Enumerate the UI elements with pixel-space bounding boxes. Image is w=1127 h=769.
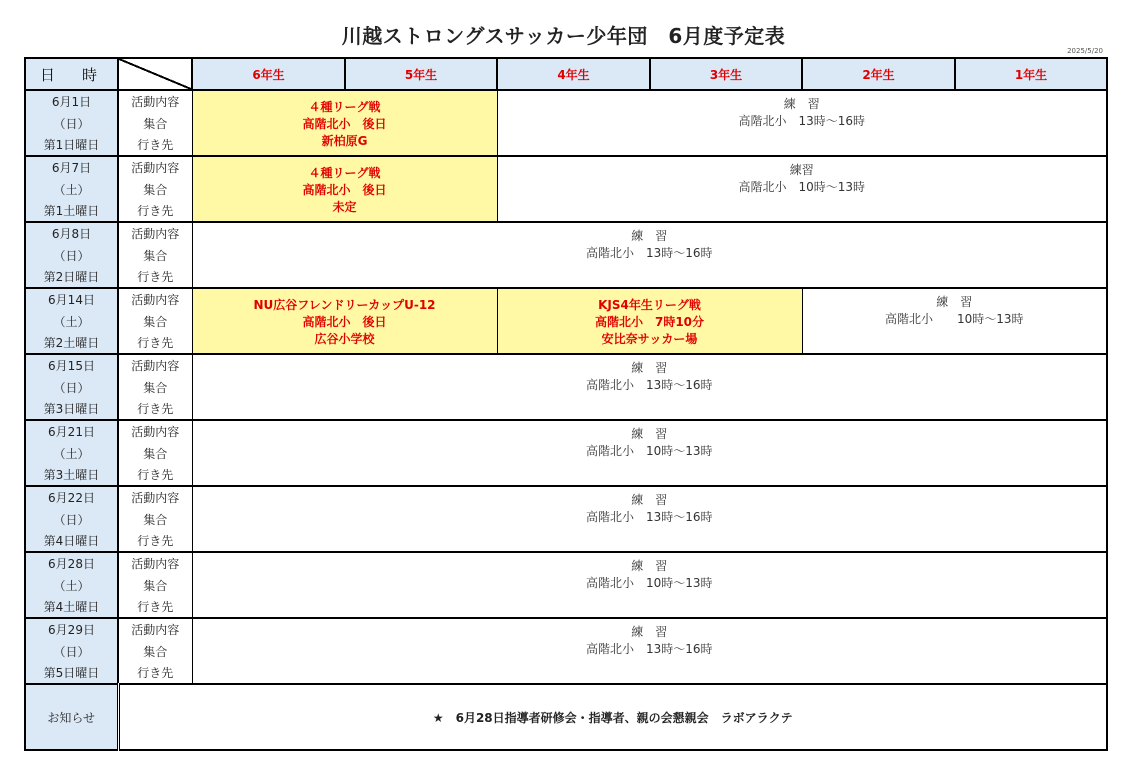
event-venue: 広谷小学校 [314, 331, 375, 346]
practice-cell [497, 156, 1107, 222]
page-title: 川越ストロングスサッカー少年団 6月度予定表 [341, 24, 786, 48]
header-grade-4: 4年生 [497, 58, 650, 90]
practice-title: 練 習 [783, 97, 820, 111]
row-label: 集合 [118, 244, 192, 266]
row-label: 活動内容 [118, 420, 192, 442]
date-cell: 第4日曜日 [25, 530, 118, 552]
date-cell: 6月15日 [25, 354, 118, 376]
header-grade-3: 3年生 [650, 58, 802, 90]
row-label: 活動内容 [118, 288, 192, 310]
schedule-row [25, 156, 1107, 178]
header-grade-2: 2年生 [802, 58, 955, 90]
header-grade-5: 5年生 [345, 58, 497, 90]
practice-time: 高階北小 13時～16時 [585, 246, 713, 260]
row-label: 活動内容 [118, 90, 192, 112]
date-cell: 第5日曜日 [25, 662, 118, 684]
event-title: ４種リーグ戦 [308, 165, 381, 180]
row-label: 活動内容 [118, 552, 192, 574]
date-cell: （日） [25, 508, 118, 530]
event-meeting: 高階北小 後日 [302, 182, 387, 197]
row-label: 集合 [118, 640, 192, 662]
event-meeting: 高階北小 後日 [302, 116, 387, 131]
event-venue: 未定 [332, 199, 357, 214]
notice-label: お知らせ [25, 684, 118, 750]
schedule-row [25, 222, 1107, 244]
date-cell: （日） [25, 376, 118, 398]
schedule-row [25, 618, 1107, 640]
row-label: 活動内容 [118, 486, 192, 508]
practice-time: 高階北小 10時～13時 [585, 576, 713, 590]
date-cell: （日） [25, 112, 118, 134]
row-label: 集合 [118, 442, 192, 464]
practice-title: 練 習 [936, 295, 973, 309]
date-cell: 第1日曜日 [25, 134, 118, 156]
practice-title: 練 習 [631, 559, 668, 573]
row-label: 集合 [118, 112, 192, 134]
header-grade-1: 1年生 [955, 58, 1107, 90]
event-venue: 安比奈サッカー場 [601, 331, 698, 346]
row-label: 行き先 [118, 464, 192, 486]
date-cell: 6月1日 [25, 90, 118, 112]
row-label: 行き先 [118, 134, 192, 156]
row-label: 行き先 [118, 596, 192, 618]
event-venue: 新柏原G [321, 133, 368, 148]
practice-cell [192, 486, 1107, 552]
row-label: 活動内容 [118, 222, 192, 244]
event-meeting: 高階北小 後日 [302, 314, 387, 329]
event-cell [192, 90, 497, 156]
practice-title: 練 習 [631, 229, 668, 243]
event-meeting: 高階北小 7時10分 [594, 314, 705, 329]
schedule-table [24, 57, 1108, 751]
date-cell: （土） [25, 574, 118, 596]
date-cell: 第3日曜日 [25, 398, 118, 420]
practice-time: 高階北小 10時～13時 [884, 312, 1024, 326]
row-label: 行き先 [118, 662, 192, 684]
date-cell: 第2日曜日 [25, 266, 118, 288]
practice-cell [192, 420, 1107, 486]
header-diagonal-cell [118, 58, 192, 90]
event-title: ４種リーグ戦 [308, 99, 381, 114]
date-cell: 第3土曜日 [25, 464, 118, 486]
date-cell: （土） [25, 178, 118, 200]
date-cell: 6月7日 [25, 156, 118, 178]
practice-time: 高階北小 10時～13時 [738, 180, 866, 194]
notice-text: ★ 6月28日指導者研修会・指導者、親の会懇親会 ラボアラクテ [118, 684, 1107, 750]
schedule-row [25, 420, 1107, 442]
practice-title: 練習 [789, 163, 814, 177]
row-label: 活動内容 [118, 354, 192, 376]
event-cell [192, 156, 497, 222]
event-cell [192, 288, 497, 354]
event-cell [497, 288, 802, 354]
practice-title: 練 習 [631, 361, 668, 375]
header-row [25, 58, 1107, 90]
schedule-row [25, 288, 1107, 310]
header-date-cell: 日 時 [25, 58, 118, 90]
practice-cell [192, 354, 1107, 420]
date-cell: 6月14日 [25, 288, 118, 310]
practice-cell [802, 288, 1107, 354]
practice-title: 練 習 [631, 493, 668, 507]
practice-cell [192, 618, 1107, 684]
practice-title: 練 習 [631, 427, 668, 441]
schedule-row [25, 354, 1107, 376]
date-cell: 第1土曜日 [25, 200, 118, 222]
schedule-row [25, 90, 1107, 112]
date-cell: 6月22日 [25, 486, 118, 508]
document-date: 2025/5/20 [1067, 47, 1103, 55]
date-cell: （日） [25, 640, 118, 662]
notice-row [25, 684, 1107, 750]
practice-time: 高階北小 13時～16時 [585, 510, 713, 524]
row-label: 行き先 [118, 332, 192, 354]
row-label: 行き先 [118, 200, 192, 222]
event-title: NU広谷フレンドリーカップU-12 [253, 297, 436, 312]
practice-time: 高階北小 13時～16時 [738, 114, 866, 128]
row-label: 集合 [118, 178, 192, 200]
row-label: 集合 [118, 310, 192, 332]
date-cell: 第2土曜日 [25, 332, 118, 354]
practice-title: 練 習 [631, 625, 668, 639]
schedule-row [25, 486, 1107, 508]
row-label: 集合 [118, 376, 192, 398]
row-label: 行き先 [118, 530, 192, 552]
header-grade-6: 6年生 [192, 58, 345, 90]
date-cell: 6月28日 [25, 552, 118, 574]
practice-time: 高階北小 10時～13時 [585, 444, 713, 458]
event-title: KJS4年生リーグ戦 [598, 297, 701, 312]
practice-time: 高階北小 13時～16時 [585, 642, 713, 656]
row-label: 活動内容 [118, 618, 192, 640]
date-cell: 第4土曜日 [25, 596, 118, 618]
date-cell: 6月29日 [25, 618, 118, 640]
practice-time: 高階北小 13時～16時 [585, 378, 713, 392]
date-cell: （土） [25, 310, 118, 332]
row-label: 行き先 [118, 266, 192, 288]
date-cell: （土） [25, 442, 118, 464]
practice-cell [497, 90, 1107, 156]
row-label: 集合 [118, 508, 192, 530]
date-cell: 6月21日 [25, 420, 118, 442]
practice-cell [192, 222, 1107, 288]
schedule-row [25, 552, 1107, 574]
row-label: 活動内容 [118, 156, 192, 178]
row-label: 行き先 [118, 398, 192, 420]
date-cell: 6月8日 [25, 222, 118, 244]
date-cell: （日） [25, 244, 118, 266]
row-label: 集合 [118, 574, 192, 596]
practice-cell [192, 552, 1107, 618]
